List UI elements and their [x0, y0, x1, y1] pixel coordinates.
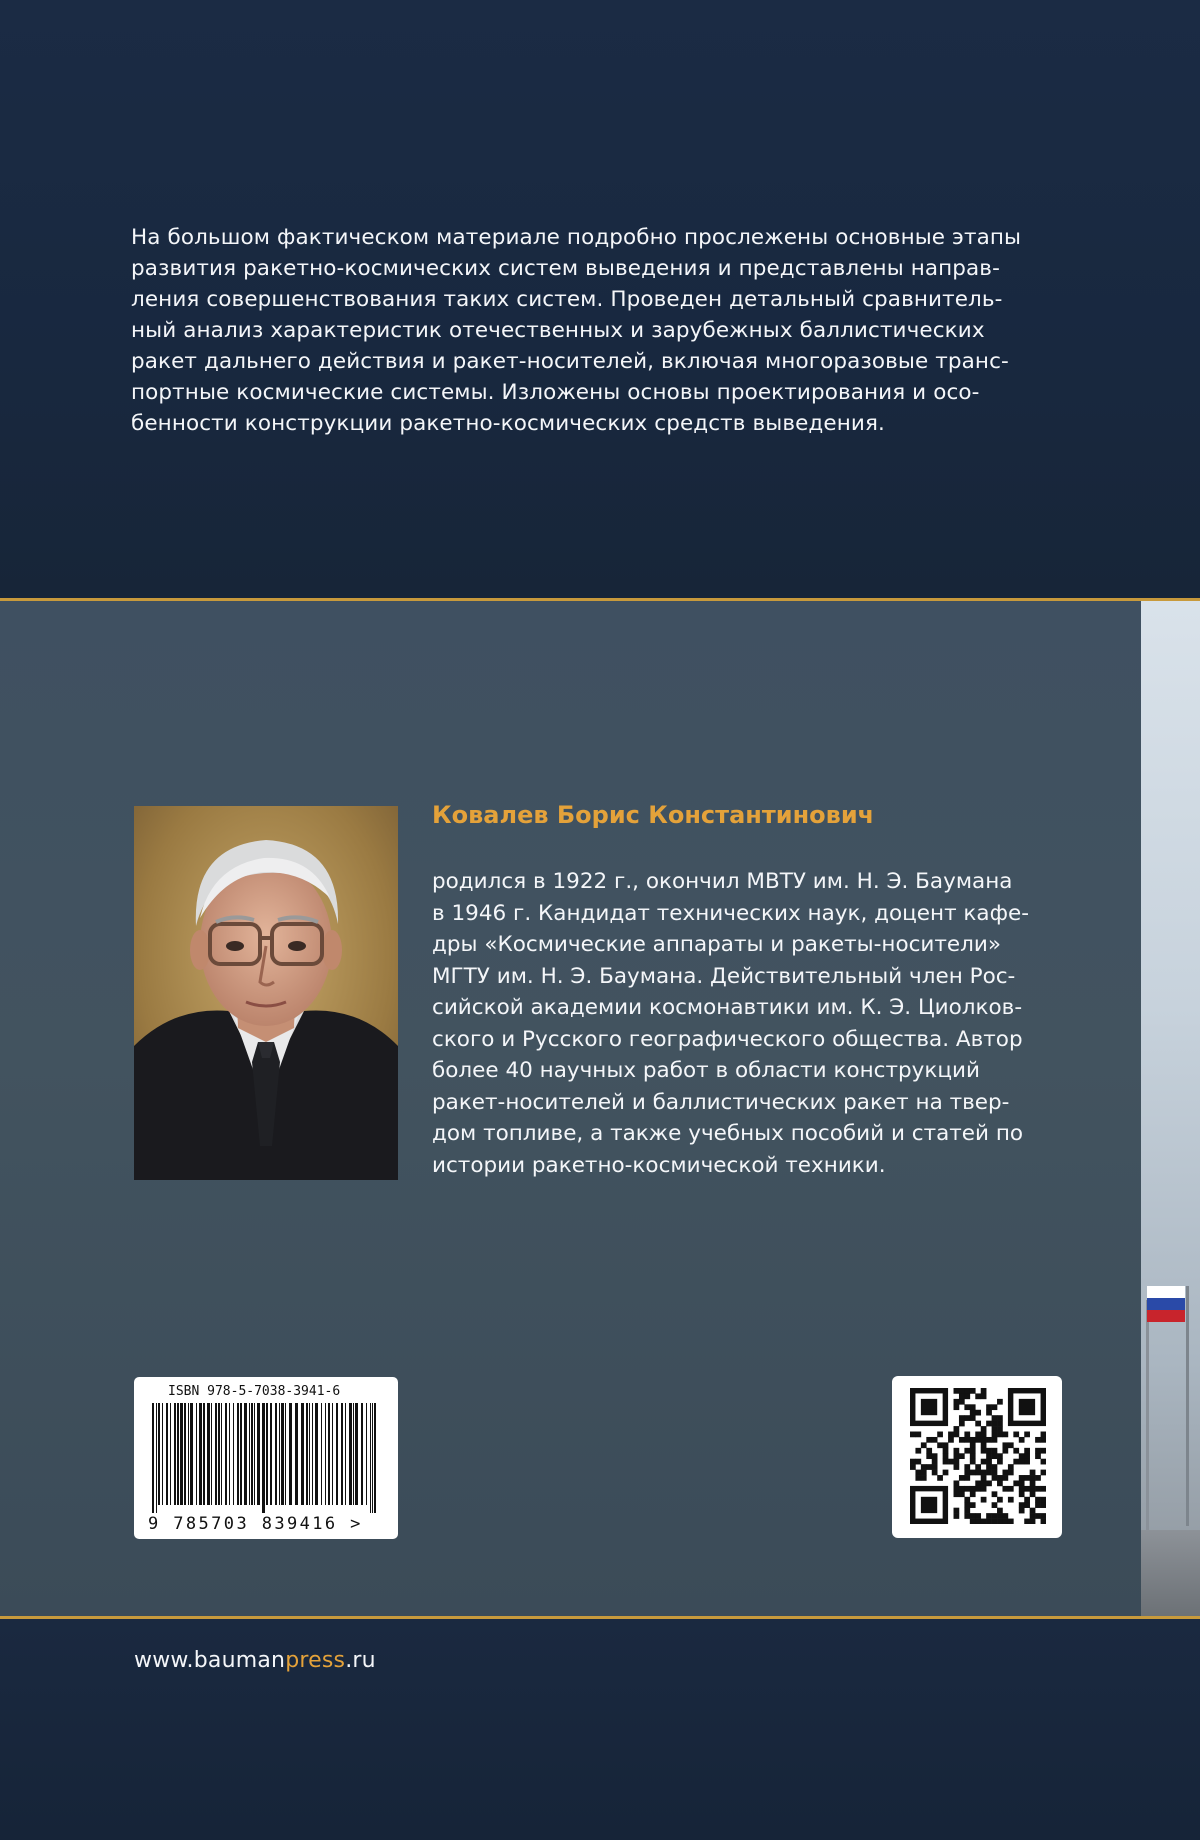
flagpole-left: [1146, 1300, 1149, 1530]
russian-flag-icon: [1147, 1286, 1185, 1322]
qr-code-icon: [910, 1388, 1046, 1524]
barcode-bars: [152, 1403, 380, 1513]
author-name: Ковалев Борис Константинович: [432, 801, 875, 829]
isbn-label: ISBN 978-5-7038-3941-6: [168, 1384, 341, 1399]
url-prefix: www.bauman: [134, 1648, 286, 1673]
url-accent: press: [285, 1648, 346, 1673]
background-fence: [1141, 1530, 1200, 1616]
url-suffix: .ru: [345, 1648, 376, 1673]
qr-code: [892, 1376, 1062, 1538]
isbn-barcode: [134, 1377, 398, 1539]
publisher-website-link[interactable]: [134, 1648, 376, 1673]
author-portrait: [134, 806, 398, 1180]
ean-digits: 9 785703 839416 >: [148, 1514, 363, 1534]
author-bio: родился в 1922 г., окончил МВТУ им. Н. Э. Баумана в 1946 г. Кандидат технических наук, доцент кафе- дры «Космические аппараты и ракеты-носители» МГТУ им. Н. Э. Баумана. Действительный член Рос- сийской академии космонавтики им. К. Э. Циолков- ского и Русского географического общества. Автор более 40 научных работ в области конструкций ракет-носителей и баллистических ракет на твер- дом топливе, а также учебных пособий и статей по истории ракетно-космической техники.: [432, 869, 1029, 1178]
book-annotation: На большом фактическом материале подробно прослежены основные этапы развития ракетно-космических систем выведения и представлены направ- ления совершенствования таких систем. Проведен детальный сравнитель- ный анализ характеристик отечественных и зарубежных баллистических ракет дальнего действия и ракет-носителей, включая многоразовые транс- портные космические системы. Изложены основы проектирования и осо- бенности конструкции ракетно-космических средств выведения.: [131, 225, 1022, 436]
background-photo-strip: [1141, 601, 1200, 1616]
flagpole-right: [1186, 1286, 1189, 1526]
